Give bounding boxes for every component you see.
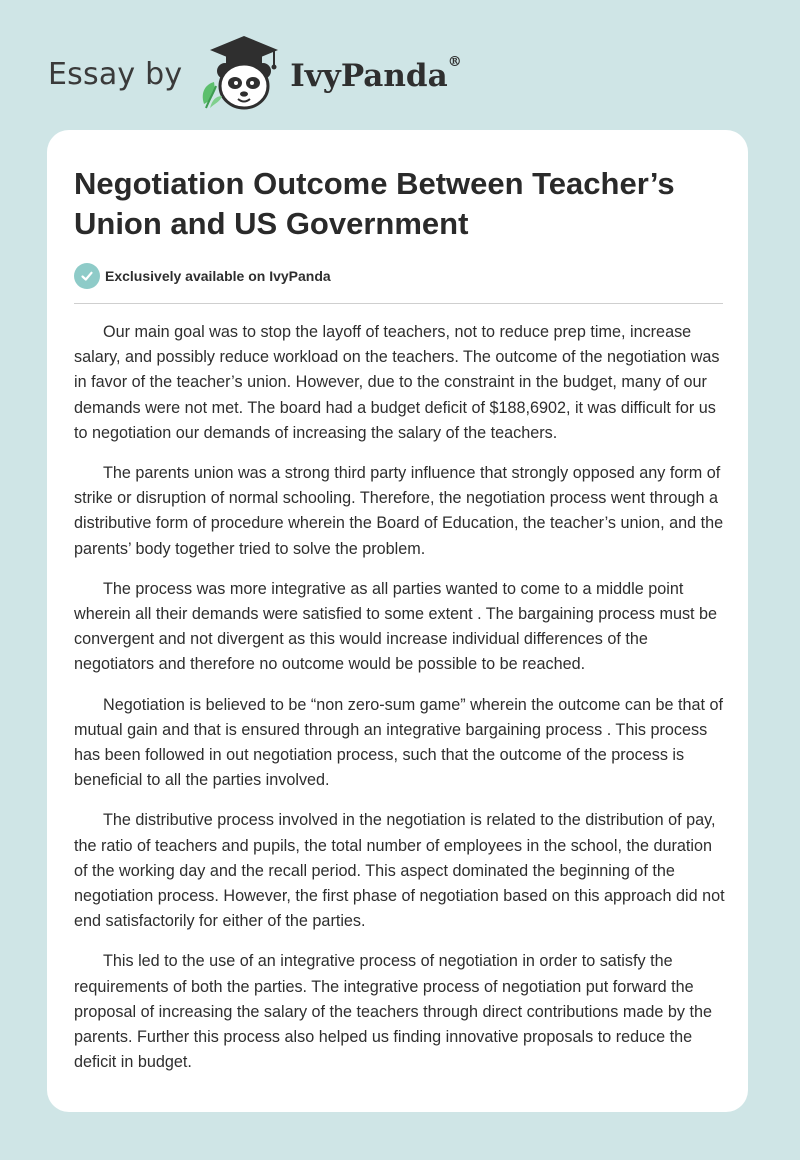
registered-mark: ® [447, 54, 462, 70]
paragraph: This led to the use of an integrative process of negotiation in order to satisfy the requirements of both the parties. The integrative process of negotiation put forward the proposal of increasing the salary of the teachers through direct contributions made by the parents. Further this process also helped us finding innovative proposals to reduce the deficit in budget. [74, 952, 712, 1072]
paragraph: The distributive process involved in the negotiation is related to the distribution of pay, the ratio of teachers and pupils, the total number of employees in the school, the duration of the working day and the recall period. This aspect dominated the beginning of the negotiation process. However, the first phase of negotiation based on this approach did not end satisfactorily for either of the parties. [74, 811, 725, 931]
brand-name[interactable] [290, 54, 462, 94]
essay-by-label: Essay by [48, 56, 183, 92]
exclusive-badge [74, 263, 331, 289]
site-header [48, 34, 462, 114]
check-icon [74, 263, 100, 289]
article-body [74, 320, 726, 1090]
panda-logo-icon[interactable] [196, 34, 288, 114]
paragraph: Negotiation is believed to be “non zero-sum game” wherein the outcome can be that of mutual gain and that is ensured through an integrative bargaining process . This process has been followed in out negotiation process, such that the outcome of the process is beneficial to all the parties involved. [74, 695, 723, 790]
brand-text: IvyPanda [290, 58, 448, 94]
paragraph: Our main goal was to stop the layoff of teachers, not to reduce prep time, increase salary, and possibly reduce workload on the teachers. The outcome of the negotiation was in favor of the teacher’s union. However, due to the constraint in the budget, many of our demands were not met. The board had a budget deficit of $188,6902, it was difficult for us to negotiation our demands of increasing the salary of the teachers. [74, 323, 720, 442]
essay-card [47, 130, 748, 1112]
badge-label: Exclusively available on IvyPanda [105, 268, 331, 284]
paragraph: The parents union was a strong third party influence that strongly opposed any form of strike or disruption of normal schooling. Therefore, the negotiation process went through a distributive form of procedure wherein the Board of Education, the teacher’s union, and the parents’ body together tried to solve the problem. [74, 464, 724, 558]
divider [74, 303, 723, 304]
page-title: Negotiation Outcome Between Teacher’s Union and US Government [74, 166, 675, 241]
paragraph: The process was more integrative as all parties wanted to come to a middle point wherein all their demands were satisfied to some extent . The bargaining process must be convergent and not divergent as this would increase individual differences of the negotiators and therefore no outcome would be possible to be reached. [74, 579, 718, 674]
